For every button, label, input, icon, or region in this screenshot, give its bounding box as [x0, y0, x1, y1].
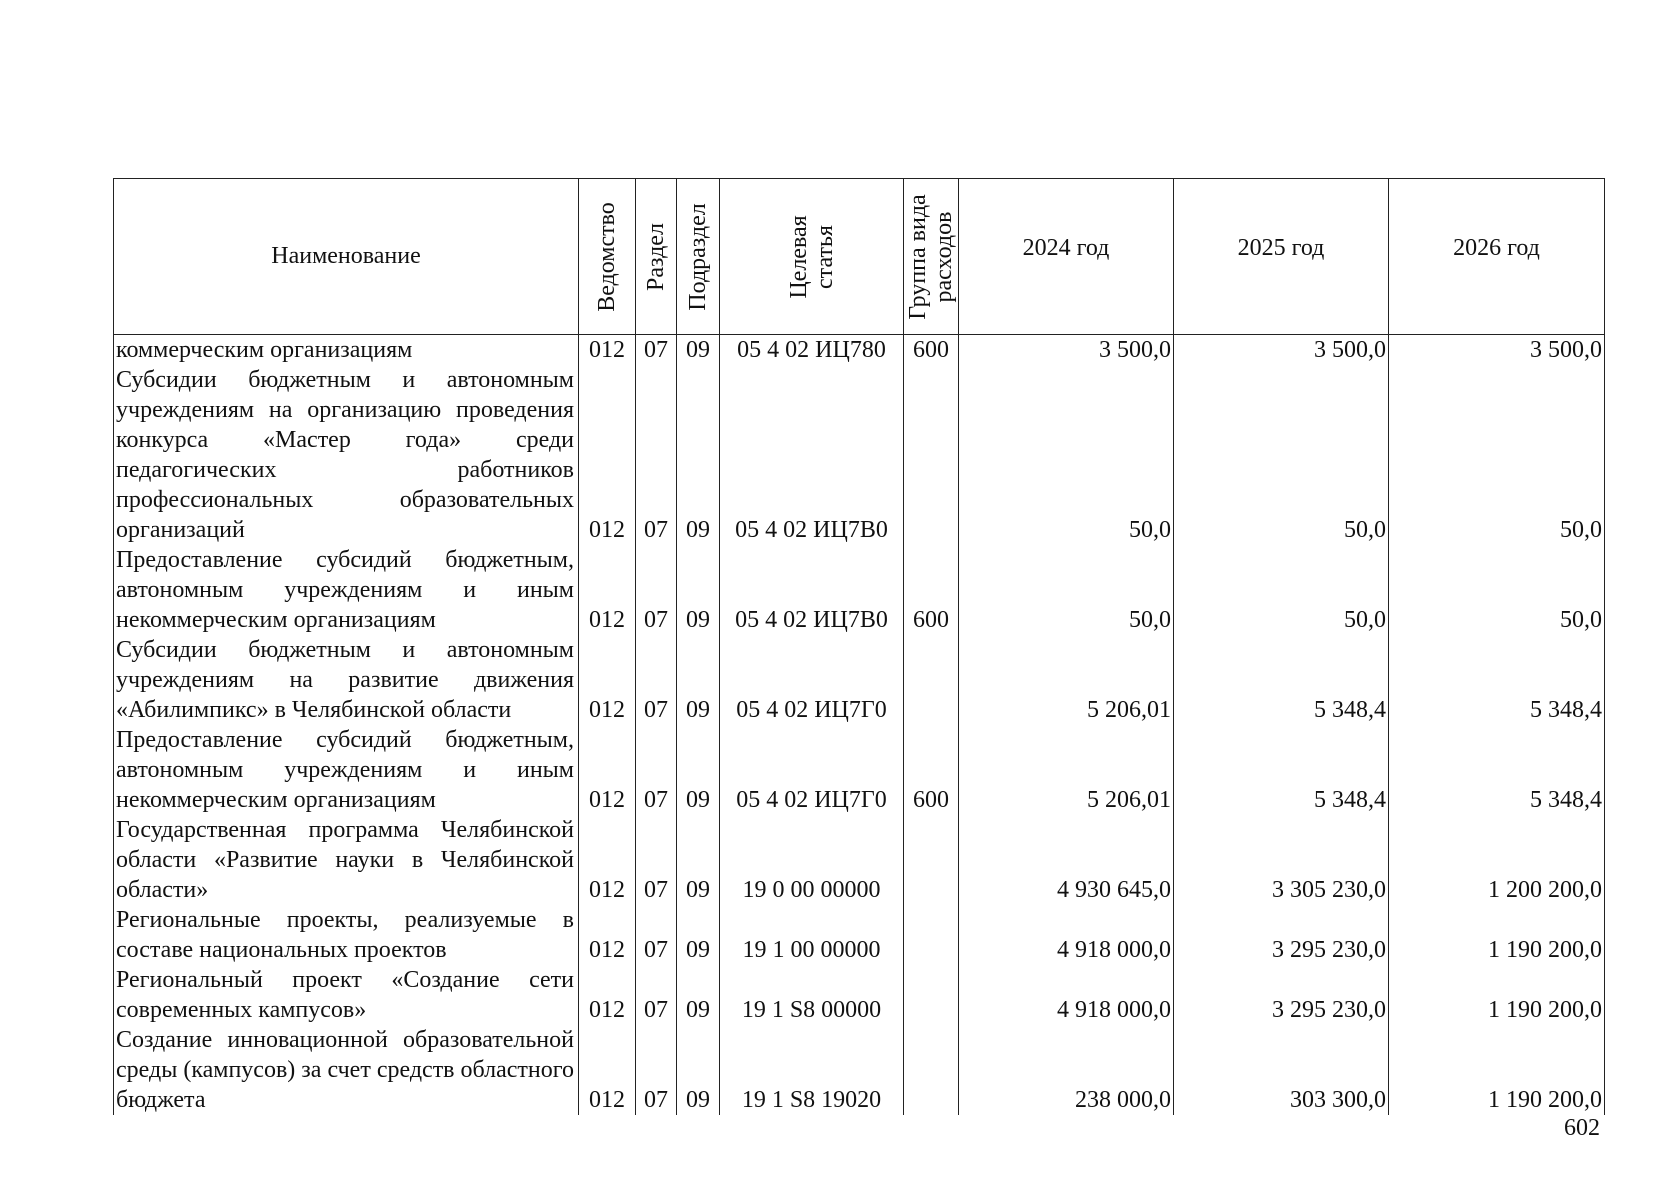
budget-table	[113, 178, 1605, 1115]
row-2025: 3 295 230,0	[1174, 905, 1389, 965]
row-2025: 3 500,0	[1174, 335, 1389, 366]
row-2024: 3 500,0	[959, 335, 1174, 366]
row-razdel: 07	[636, 545, 677, 635]
table-header-row	[114, 179, 1605, 335]
row-razdel: 07	[636, 335, 677, 366]
row-vedomstvo: 012	[579, 815, 636, 905]
row-2025: 303 300,0	[1174, 1025, 1389, 1115]
row-podrazdel: 09	[677, 335, 720, 366]
row-podrazdel: 09	[677, 545, 720, 635]
row-name: Создание инновационной образовательной среды (кампусов) за счет средств областного бюджета	[114, 1025, 579, 1115]
row-vedomstvo: 012	[579, 545, 636, 635]
row-gruppa	[904, 635, 959, 725]
header-celevaya-line1: Целевая	[785, 214, 812, 299]
row-gruppa	[904, 815, 959, 905]
row-gruppa	[904, 365, 959, 545]
row-name: Предоставление субсидий бюджетным, автономным учреждениям и иным некоммерческим организациям	[114, 545, 579, 635]
row-vedomstvo: 012	[579, 905, 636, 965]
row-gruppa	[904, 1025, 959, 1115]
row-podrazdel: 09	[677, 905, 720, 965]
row-vedomstvo: 012	[579, 725, 636, 815]
row-2026: 50,0	[1389, 545, 1605, 635]
table-row	[114, 365, 1605, 545]
row-2025: 5 348,4	[1174, 725, 1389, 815]
row-celevaya-statya: 19 0 00 00000	[720, 815, 904, 905]
header-vedomstvo: Ведомство	[579, 179, 636, 335]
row-2026: 50,0	[1389, 365, 1605, 545]
row-celevaya-statya: 19 1 S8 19020	[720, 1025, 904, 1115]
row-vedomstvo: 012	[579, 365, 636, 545]
header-podrazdel: Подраздел	[677, 179, 720, 335]
row-2024: 4 930 645,0	[959, 815, 1174, 905]
row-2024: 238 000,0	[959, 1025, 1174, 1115]
table-row	[114, 905, 1605, 965]
row-2026: 5 348,4	[1389, 635, 1605, 725]
header-celevaya-statya	[720, 179, 904, 335]
row-2024: 5 206,01	[959, 635, 1174, 725]
row-gruppa: 600	[904, 545, 959, 635]
table-row	[114, 545, 1605, 635]
row-razdel: 07	[636, 815, 677, 905]
row-2025: 5 348,4	[1174, 635, 1389, 725]
row-celevaya-statya: 05 4 02 ИЦ7В0	[720, 365, 904, 545]
row-2025: 50,0	[1174, 365, 1389, 545]
row-gruppa	[904, 965, 959, 1025]
row-gruppa: 600	[904, 335, 959, 366]
row-vedomstvo: 012	[579, 1025, 636, 1115]
header-2025: 2025 год	[1174, 179, 1389, 335]
row-2025: 3 295 230,0	[1174, 965, 1389, 1025]
row-vedomstvo: 012	[579, 635, 636, 725]
row-2025: 3 305 230,0	[1174, 815, 1389, 905]
row-name: коммерческим организациям	[114, 335, 579, 366]
row-name: Субсидии бюджетным и автономным учреждениям на развитие движения «Абилимпикс» в Челябинской области	[114, 635, 579, 725]
row-celevaya-statya: 05 4 02 ИЦ7Г0	[720, 635, 904, 725]
header-gruppa-vida-rashodov	[904, 179, 959, 335]
row-name: Региональные проекты, реализуемые в составе национальных проектов	[114, 905, 579, 965]
row-razdel: 07	[636, 635, 677, 725]
row-razdel: 07	[636, 965, 677, 1025]
header-2024: 2024 год	[959, 179, 1174, 335]
table-row	[114, 965, 1605, 1025]
row-vedomstvo: 012	[579, 965, 636, 1025]
row-podrazdel: 09	[677, 815, 720, 905]
row-razdel: 07	[636, 725, 677, 815]
row-2026: 5 348,4	[1389, 725, 1605, 815]
row-2026: 3 500,0	[1389, 335, 1605, 366]
row-razdel: 07	[636, 365, 677, 545]
row-podrazdel: 09	[677, 965, 720, 1025]
row-2024: 4 918 000,0	[959, 965, 1174, 1025]
page-number: 602	[1564, 1115, 1600, 1141]
header-celevaya-line2: статья	[811, 224, 838, 289]
row-name: Субсидии бюджетным и автономным учреждениям на организацию проведения конкурса «Мастер года» среди педагогических работников профессиональных образовательных организаций	[114, 365, 579, 545]
row-celevaya-statya: 05 4 02 ИЦ7Г0	[720, 725, 904, 815]
table-row	[114, 635, 1605, 725]
row-name: Региональный проект «Создание сети современных кампусов»	[114, 965, 579, 1025]
row-2026: 1 190 200,0	[1389, 1025, 1605, 1115]
table-row	[114, 1025, 1605, 1115]
header-gruppa-line2: расходов	[931, 211, 957, 302]
row-name: Предоставление субсидий бюджетным, автономным учреждениям и иным некоммерческим организациям	[114, 725, 579, 815]
row-gruppa: 600	[904, 725, 959, 815]
row-razdel: 07	[636, 1025, 677, 1115]
row-celevaya-statya: 19 1 00 00000	[720, 905, 904, 965]
table-row	[114, 815, 1605, 905]
row-celevaya-statya: 05 4 02 ИЦ780	[720, 335, 904, 366]
header-razdel: Раздел	[636, 179, 677, 335]
row-celevaya-statya: 19 1 S8 00000	[720, 965, 904, 1025]
row-podrazdel: 09	[677, 365, 720, 545]
row-name: Государственная программа Челябинской области «Развитие науки в Челябинской области»	[114, 815, 579, 905]
row-2024: 50,0	[959, 365, 1174, 545]
table-row	[114, 725, 1605, 815]
row-2024: 5 206,01	[959, 725, 1174, 815]
row-celevaya-statya: 05 4 02 ИЦ7В0	[720, 545, 904, 635]
header-gruppa-line1: Группа вида	[905, 193, 931, 320]
header-name: Наименование	[114, 179, 579, 335]
row-vedomstvo: 012	[579, 335, 636, 366]
header-2026: 2026 год	[1389, 179, 1605, 335]
row-gruppa	[904, 905, 959, 965]
row-2026: 1 200 200,0	[1389, 815, 1605, 905]
row-2025: 50,0	[1174, 545, 1389, 635]
row-2026: 1 190 200,0	[1389, 965, 1605, 1025]
row-2026: 1 190 200,0	[1389, 905, 1605, 965]
row-razdel: 07	[636, 905, 677, 965]
row-2024: 4 918 000,0	[959, 905, 1174, 965]
row-podrazdel: 09	[677, 1025, 720, 1115]
row-podrazdel: 09	[677, 725, 720, 815]
table-row	[114, 335, 1605, 366]
row-podrazdel: 09	[677, 635, 720, 725]
row-2024: 50,0	[959, 545, 1174, 635]
